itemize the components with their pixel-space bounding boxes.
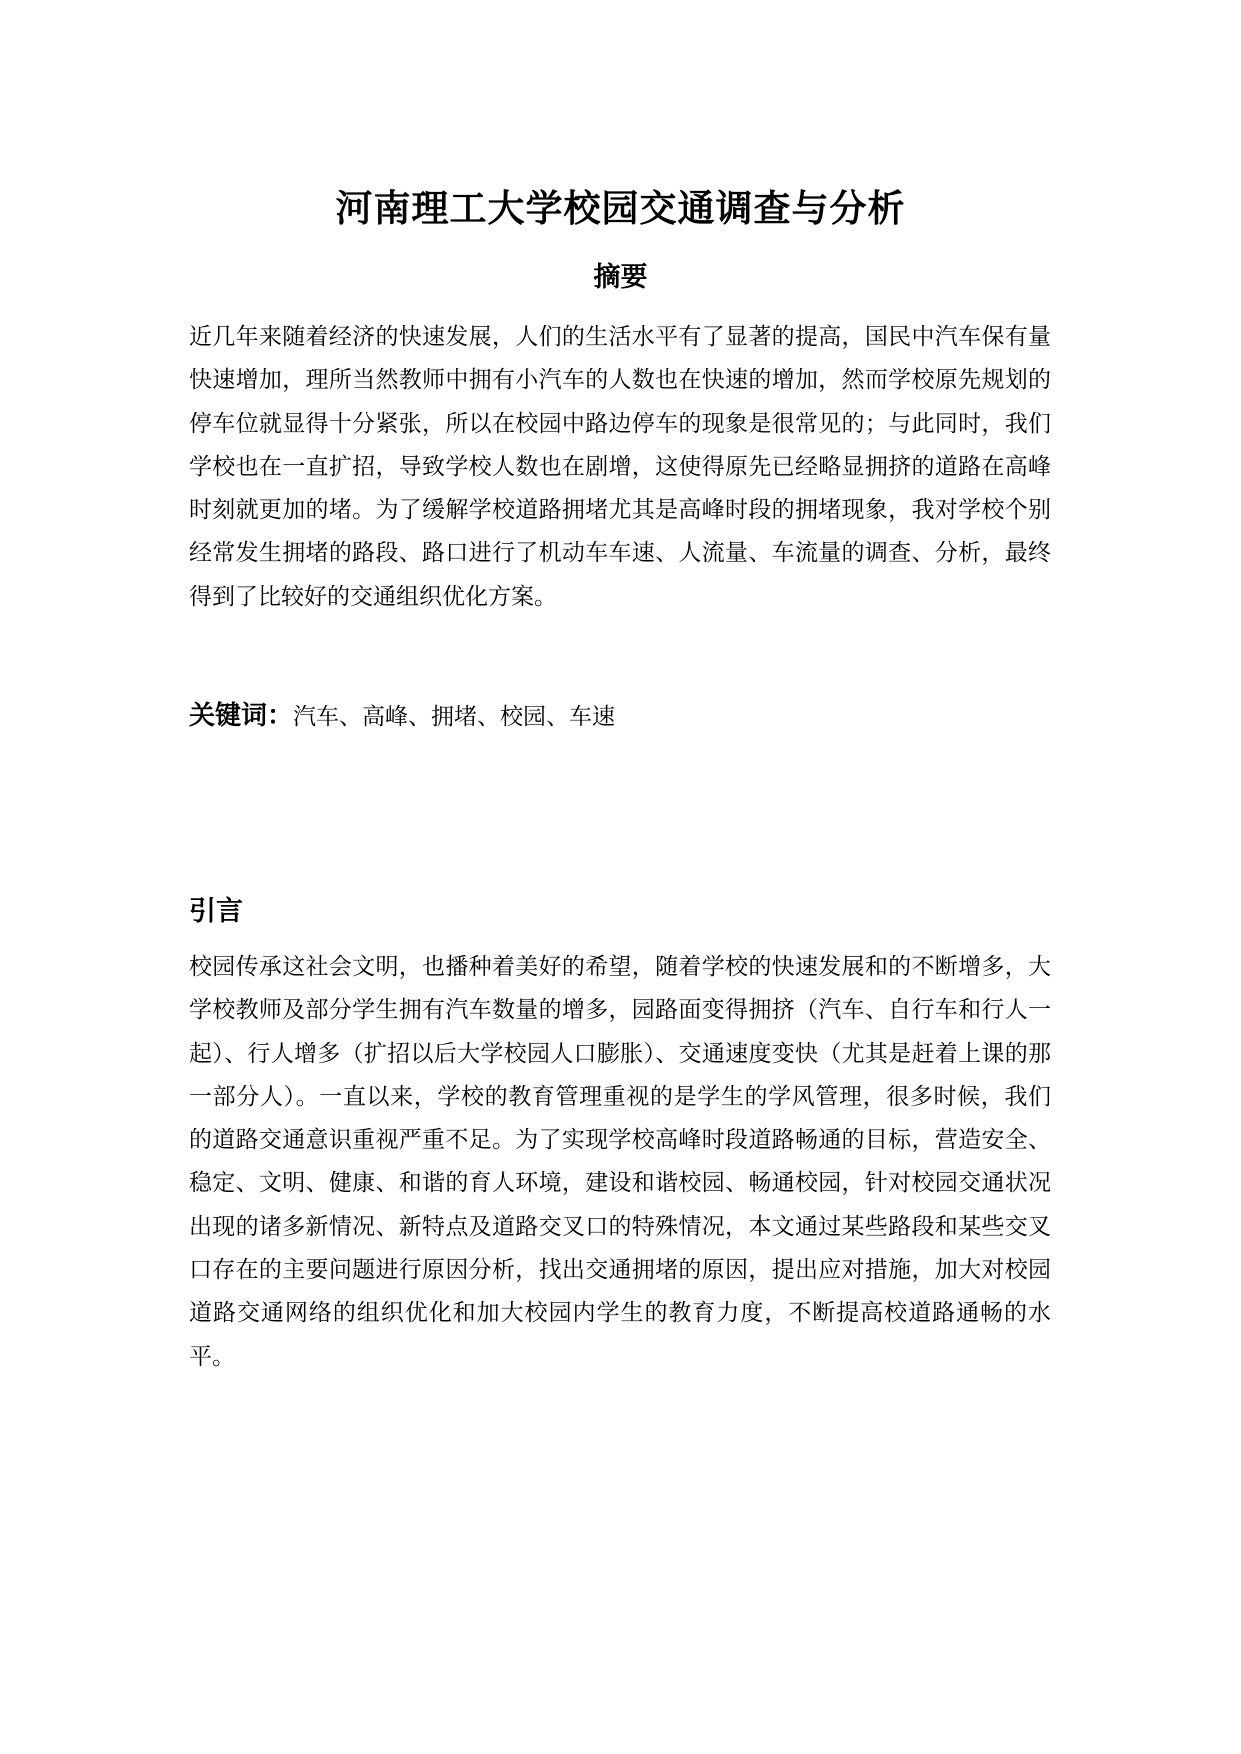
keywords-line [189, 696, 1051, 737]
keywords-label: 关键词： [189, 701, 294, 731]
document-title: 河南理工大学校园交通调查与分析 [335, 186, 906, 230]
introduction-paragraph: 校园传承这社会文明，也播种着美好的希望，随着学校的快速发展和的不断增多，大学校教师及部分学生拥有汽车数量的增多，园路面变得拥挤（汽车、自行车和行人一起）、行人增多（扩招以后大学校园人口膨胀）、交通速度变快（尤其是赶着上课的那一部分人）。一直以来，学校的教育管理重视的是学生的学风管理，很多时候，我们的道路交通意识重视严重不足。为了实现学校高峰时段道路畅通的目标，营造安全、稳定、文明、健康、和谐的育人环境，建设和谐校园、畅通校园，针对校园交通状况出现的诸多新情况、新特点及道路交叉口的特殊情况，本文通过某些路段和某些交叉口存在的主要问题进行原因分析，找出交通拥堵的原因，提出应对措施，加大对校园道路交通网络的组织优化和加大校园内学生的教育力度，不断提高校道路通畅的水平。 [189, 954, 1051, 1370]
abstract-paragraph: 近几年来随着经济的快速发展，人们的生活水平有了显著的提高，国民中汽车保有量快速增加，理所当然教师中拥有小汽车的人数也在快速的增加，然而学校原先规划的停车位就显得十分紧张，所以在校园中路边停车的现象是很常见的；与此同时，我们学校也在一直扩招，导致学校人数也在剧增，这使得原先已经略显拥挤的道路在高峰时刻就更加的堵。为了缓解学校道路拥堵尤其是高峰时段的拥堵现象，我对学校个别经常发生拥堵的路段、路口进行了机动车车速、人流量、车流量的调查、分析，最终得到了比较好的交通组织优化方案。 [189, 324, 1051, 610]
abstract-heading: 摘要 [593, 262, 648, 293]
introduction-heading: 引言 [189, 896, 243, 927]
keywords-value: 汽车、高峰、拥堵、校园、车速 [293, 704, 616, 730]
